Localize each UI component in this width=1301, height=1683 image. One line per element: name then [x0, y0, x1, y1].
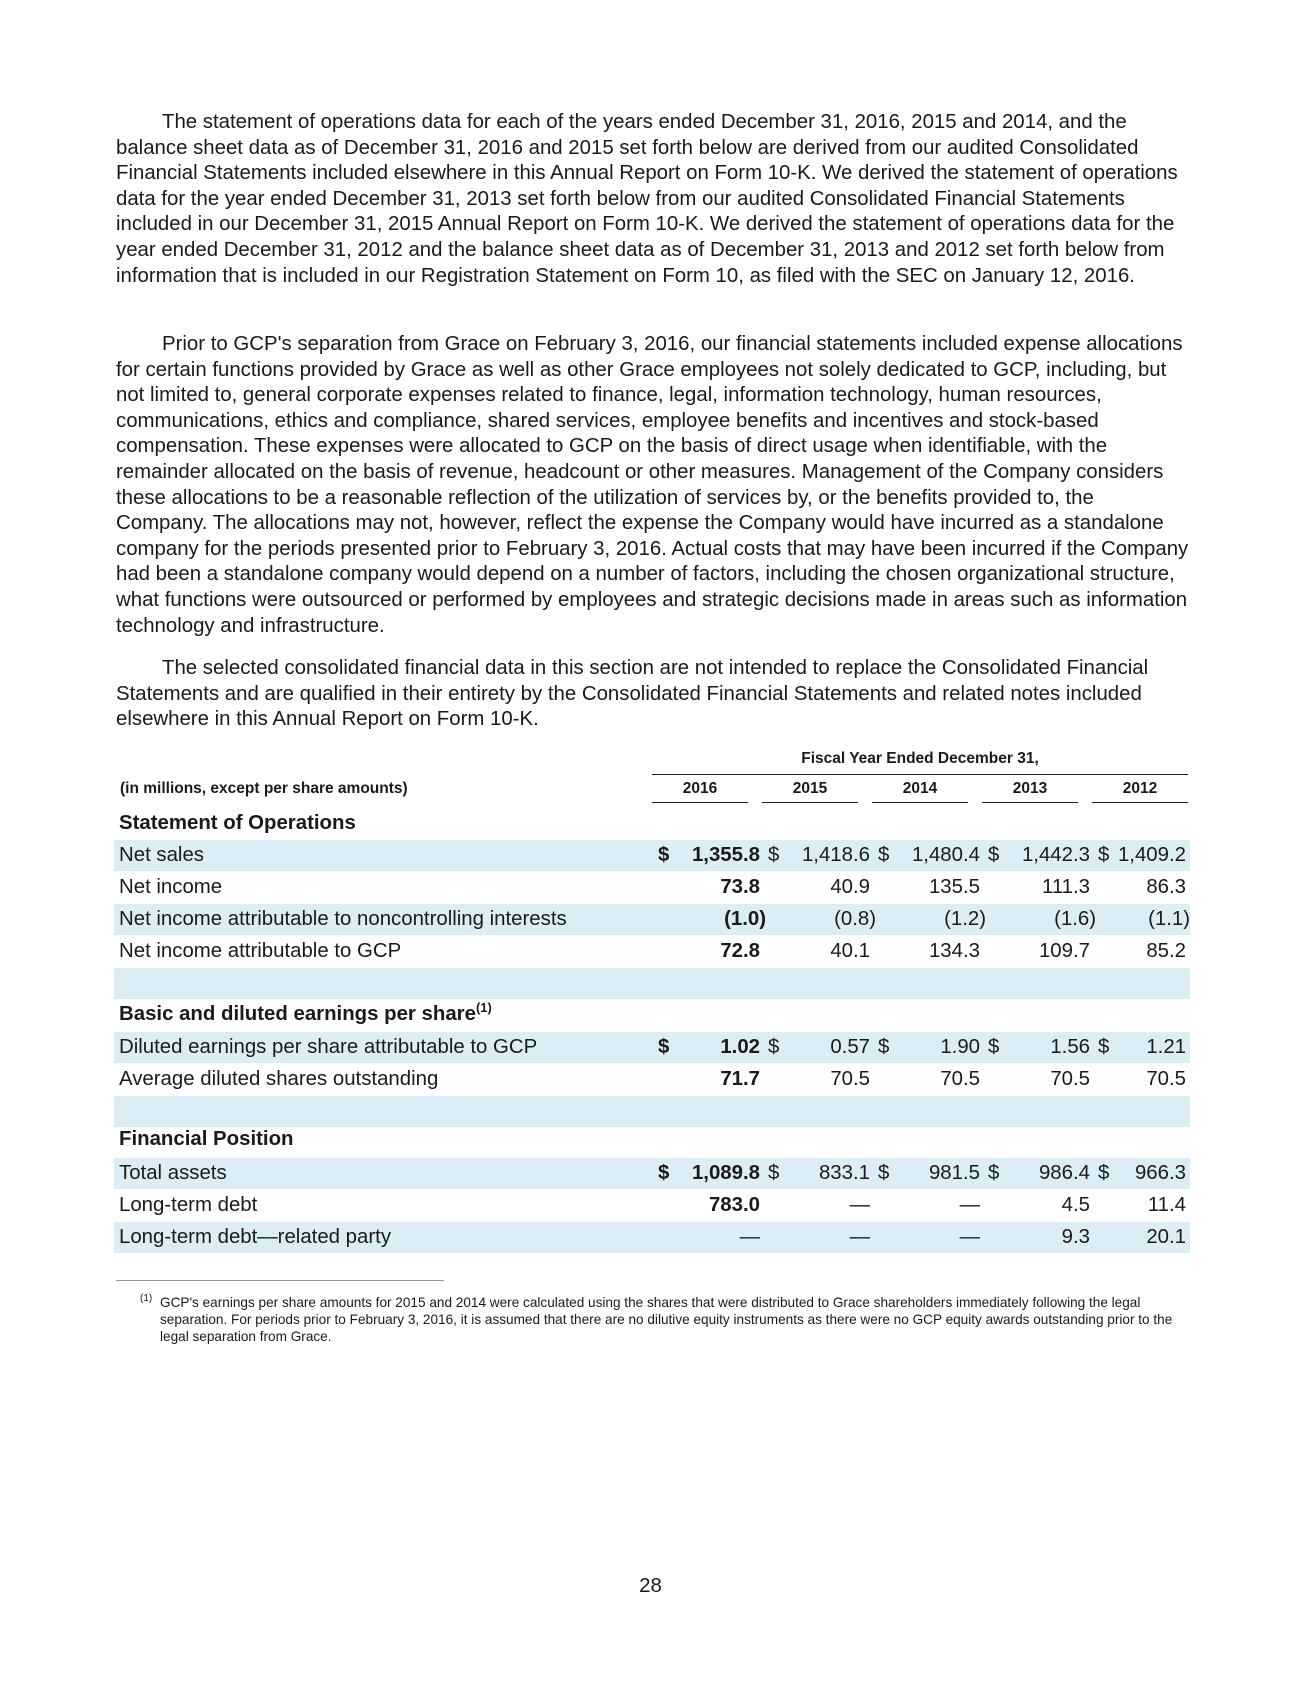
value-2013: 1,442.3 — [1021, 844, 1090, 866]
currency-symbol: $ — [878, 1162, 890, 1184]
row-label: Net income attributable to noncontrolling interests — [119, 908, 567, 930]
footnote-text: GCP's earnings per share amounts for 2015 and 2014 were calculated using the shares that were distributed to Grace shareholders immediately following the legal separation. For periods prior to February 3, 2016, it is assumed that there are no dilutive equity instruments as there were no GCP equity awards outstanding prior to the legal separation from Grace. — [160, 1295, 1173, 1344]
section-title-financial-position: Financial Position — [119, 1128, 294, 1150]
currency-symbol: $ — [988, 844, 1000, 866]
value-2016: 1,355.8 — [691, 844, 760, 866]
currency-symbol: $ — [878, 844, 890, 866]
year-rule — [982, 802, 1078, 803]
value-2012: 1,409.2 — [1117, 844, 1186, 866]
value-2013: (1.6) — [1054, 908, 1096, 930]
value-2016: 1,089.8 — [691, 1162, 760, 1184]
row-label: Net income attributable to GCP — [119, 940, 402, 962]
year-rule — [762, 802, 858, 803]
value-2012: 1.21 — [1146, 1036, 1186, 1058]
value-2015: 833.1 — [818, 1162, 870, 1184]
table-row-long-term-debt-related-party — [114, 1222, 1190, 1253]
table-row-net-income — [114, 872, 1190, 903]
currency-symbol: $ — [988, 1036, 1000, 1058]
row-label: Long-term debt—related party — [119, 1226, 392, 1248]
value-2015: — — [849, 1194, 870, 1216]
value-2013: 986.4 — [1038, 1162, 1090, 1184]
allocation-paragraph: Prior to GCP's separation from Grace on February 3, 2016, our financial statements included expense allocations for certain functions provided by Grace as well as other Grace employees not solely dedicated to GCP, including, but not limited to, general corporate expenses related to finance, legal, information technology, human resources, communications, ethics and compliance, shared services, employee benefits and incentives and stock-based compensation. These expenses were allocated to GCP on the basis of direct usage when identifiable, with the remainder allocated on the basis of revenue, headcount or other measures. Management of the Company considers these allocations to be a reasonable reflection of the utilization of services by, or the benefits provided to, the Company. The allocations may not, however, reflect the expense the Company would have incurred as a standalone company for the periods presented prior to February 3, 2016. Actual costs that may have been incurred if the Company had been a standalone company would depend on a number of factors, including the chosen organizational structure, what functions were outsourced or performed by employees and strategic decisions made in areas such as information technology and infrastructure. — [116, 333, 1189, 637]
row-label: Long-term debt — [119, 1194, 258, 1216]
value-2015: 1,418.6 — [801, 844, 870, 866]
value-2012: 86.3 — [1146, 876, 1186, 898]
value-2015: 40.1 — [830, 940, 870, 962]
value-2013: 4.5 — [1061, 1194, 1090, 1216]
header-rule — [652, 774, 1188, 775]
value-2016: (1.0) — [724, 908, 766, 930]
value-2014: 134.3 — [928, 940, 980, 962]
currency-symbol: $ — [768, 1162, 780, 1184]
table-row-noncontrolling-interests — [114, 904, 1190, 935]
currency-symbol: $ — [1098, 1162, 1110, 1184]
currency-symbol: $ — [658, 844, 670, 866]
value-2012: 11.4 — [1147, 1194, 1186, 1216]
value-2016: — — [739, 1226, 760, 1248]
row-label: Net sales — [119, 844, 204, 866]
value-2013: 70.5 — [1050, 1068, 1090, 1090]
value-2016: 1.02 — [720, 1036, 760, 1058]
currency-symbol: $ — [988, 1162, 1000, 1184]
spacer-row — [114, 1096, 1190, 1127]
footnote-divider — [116, 1280, 444, 1281]
disclaimer-paragraph: The selected consolidated financial data in this section are not intended to replace the Consolidated Financial Statements and are qualified in their entirety by the Consolidated Financial Statements and related notes included elsewhere in this Annual Report on Form 10-K. — [116, 657, 1149, 731]
table-row-net-sales — [114, 840, 1190, 871]
value-2012: 966.3 — [1134, 1162, 1186, 1184]
currency-symbol: $ — [658, 1162, 670, 1184]
value-2012: (1.1) — [1148, 908, 1190, 930]
value-2014: 1.90 — [940, 1036, 980, 1058]
value-2014: 1,480.4 — [911, 844, 980, 866]
year-rule — [872, 802, 968, 803]
table-row-long-term-debt — [114, 1190, 1190, 1221]
table-row-average-shares — [114, 1064, 1190, 1095]
value-2016: 71.7 — [720, 1068, 760, 1090]
value-2015: 70.5 — [830, 1068, 870, 1090]
row-label: Diluted earnings per share attributable to GCP — [119, 1036, 538, 1058]
spacer-row — [114, 968, 1190, 999]
value-2016: 72.8 — [720, 940, 760, 962]
year-header-2013: 2013 — [1012, 780, 1048, 797]
value-2014: — — [959, 1194, 980, 1216]
row-label: Total assets — [119, 1162, 227, 1184]
value-2013: 9.3 — [1061, 1226, 1090, 1248]
intro-paragraph: The statement of operations data for each of the years ended December 31, 2016, 2015 and 2014, and the balance sheet data as of December 31, 2016 and 2015 set forth below are derived from our audited Consolidated Financial Statements included elsewhere in this Annual Report on Form 10-K. We derived the statement of operations data for the year ended December 31, 2013 set forth below from our audited Consolidated Financial Statements included in our December 31, 2015 Annual Report on Form 10-K. We derived the statement of operations data for the year ended December 31, 2012 and the balance sheet data as of December 31, 2013 and 2012 set forth below from information that is included in our Registration Statement on Form 10, as filed with the SEC on January 12, 2016. — [116, 111, 1178, 287]
value-2014: 70.5 — [940, 1068, 980, 1090]
value-2015: — — [849, 1226, 870, 1248]
value-2016: 73.8 — [720, 876, 760, 898]
page-number: 28 — [639, 1575, 662, 1597]
currency-symbol: $ — [1098, 844, 1110, 866]
value-2012: 70.5 — [1146, 1068, 1186, 1090]
value-2013: 1.56 — [1050, 1036, 1090, 1058]
table-row-total-assets — [114, 1158, 1190, 1189]
fiscal-year-header: Fiscal Year Ended December 31, — [801, 750, 1039, 767]
year-rule — [652, 802, 748, 803]
value-2014: 135.5 — [928, 876, 980, 898]
value-2015: (0.8) — [834, 908, 876, 930]
value-2013: 109.7 — [1038, 940, 1090, 962]
currency-symbol: $ — [1098, 1036, 1110, 1058]
value-2012: 85.2 — [1146, 940, 1186, 962]
currency-symbol: $ — [768, 844, 780, 866]
units-label: (in millions, except per share amounts) — [120, 780, 408, 797]
year-header-2014: 2014 — [902, 780, 938, 797]
year-header-2012: 2012 — [1122, 780, 1158, 797]
currency-symbol: $ — [768, 1036, 780, 1058]
value-2014: — — [959, 1226, 980, 1248]
section-title-eps-text: Basic and diluted earnings per share — [119, 1002, 476, 1025]
year-rule — [1092, 802, 1188, 803]
row-label: Average diluted shares outstanding — [119, 1068, 439, 1090]
row-label: Net income — [119, 876, 223, 898]
table-row-net-income-gcp — [114, 936, 1190, 967]
section-title-operations: Statement of Operations — [119, 812, 356, 834]
currency-symbol: $ — [878, 1036, 890, 1058]
value-2015: 0.57 — [830, 1036, 870, 1058]
footnote-reference: (1) — [475, 1000, 492, 1015]
value-2013: 111.3 — [1042, 876, 1090, 898]
currency-symbol: $ — [658, 1036, 670, 1058]
value-2014: (1.2) — [944, 908, 986, 930]
footnote-mark: (1) — [140, 1293, 153, 1304]
footnote — [140, 1293, 1191, 1345]
table-row-diluted-eps — [114, 1032, 1190, 1063]
value-2014: 981.5 — [928, 1162, 980, 1184]
year-header-2016: 2016 — [682, 780, 718, 797]
value-2016: 783.0 — [708, 1194, 760, 1216]
year-header-2015: 2015 — [792, 780, 828, 797]
section-title-eps — [119, 1000, 492, 1026]
value-2012: 20.1 — [1146, 1226, 1186, 1248]
value-2015: 40.9 — [830, 876, 870, 898]
